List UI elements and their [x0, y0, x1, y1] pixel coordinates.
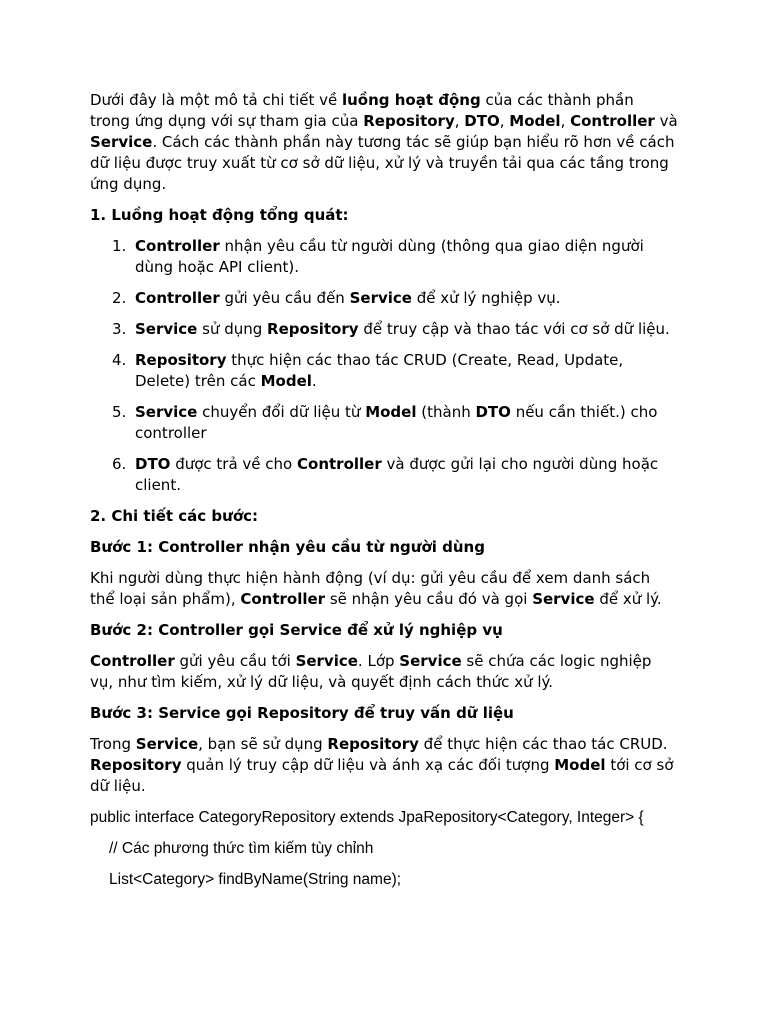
list-item	[90, 402, 678, 444]
step-text: tới cơ sở dữ liệu.	[90, 756, 674, 795]
step-heading: Bước 2: Controller gọi Service để xử lý nghiệp vụ	[90, 621, 503, 639]
intro-text: của các thành phần trong ứng dụng với sự tham gia của	[90, 91, 634, 130]
intro-text: ,	[499, 112, 510, 130]
list-bold: Model	[365, 403, 417, 421]
list-item	[90, 319, 678, 340]
intro-bold: DTO	[464, 112, 500, 130]
list-item	[90, 350, 678, 392]
step-text: Trong	[90, 735, 136, 753]
list-bold: Controller	[135, 237, 220, 255]
list-text: và được gửi lại cho người dùng hoặc client.	[135, 455, 659, 494]
list-text: để truy cập và thao tác với cơ sở dữ liệu.	[358, 320, 670, 338]
step-bold: Service	[295, 652, 358, 670]
step-text: , bạn sẽ sử dụng	[198, 735, 328, 753]
step-text: gửi yêu cầu tới	[174, 652, 296, 670]
list-bold: Controller	[297, 455, 382, 473]
intro-text: ,	[560, 112, 571, 130]
step-bold: Service	[135, 735, 199, 753]
list-text: để xử lý nghiệp vụ.	[411, 289, 561, 307]
section-heading: 2. Chi tiết các bước:	[90, 507, 259, 525]
list-number: 3.	[112, 320, 127, 338]
step-bold: Model	[554, 756, 606, 774]
list-item	[90, 236, 678, 278]
step-bold: Controller	[90, 652, 175, 670]
list-bold: Repository	[135, 351, 227, 369]
list-text: được trả về cho	[170, 455, 298, 473]
list-number: 5.	[112, 403, 127, 421]
list-text: gửi yêu cầu đến	[219, 289, 350, 307]
step-bold: Controller	[240, 590, 326, 608]
list-text: .	[311, 372, 317, 390]
step-paragraph	[90, 651, 678, 693]
step-heading: Bước 1: Controller nhận yêu cầu từ người dùng	[90, 538, 485, 556]
step-bold: Repository	[327, 735, 419, 753]
code-comment: // Các phương thức tìm kiếm tùy chỉnh	[109, 840, 374, 857]
section-heading: 1. Luồng hoạt động tổng quát:	[90, 206, 349, 224]
step-text: Khi người dùng thực hiện hành động (ví dụ: gửi yêu cầu để xem danh sách thể loại sản phẩm),	[90, 569, 651, 608]
list-text: chuyển đổi dữ liệu từ	[197, 403, 366, 421]
intro-bold: Repository	[363, 112, 455, 130]
intro-text: ,	[454, 112, 465, 130]
list-item	[90, 288, 678, 309]
list-text: thực hiện các thao tác CRUD (Create, Read, Update, Delete) trên các	[135, 351, 624, 390]
list-bold: DTO	[475, 403, 511, 421]
list-bold: Service	[135, 403, 198, 421]
intro-paragraph	[90, 90, 678, 195]
list-number: 1.	[112, 237, 127, 255]
list-number: 4.	[112, 351, 127, 369]
step-heading: Bước 3: Service gọi Repository để truy vấn dữ liệu	[90, 704, 514, 722]
list-item	[90, 454, 678, 496]
step-bold: Service	[399, 652, 462, 670]
list-text: nếu cần thiết.) cho controller	[135, 403, 658, 442]
step-bold: Repository	[90, 756, 182, 774]
list-bold: DTO	[135, 455, 171, 473]
intro-bold: Model	[509, 112, 561, 130]
step-paragraph	[90, 734, 678, 797]
list-bold: Service	[135, 320, 198, 338]
intro-text: . Cách các thành phần này tương tác sẽ giúp bạn hiểu rõ hơn về cách dữ liệu được truy xuất từ cơ sở dữ liệu, xử lý và truyền tải qua các tầng trong ứng dụng.	[90, 133, 675, 193]
flow-list	[90, 236, 678, 496]
list-bold: Repository	[267, 320, 359, 338]
intro-text: Dưới đây là một mô tả chi tiết về	[90, 91, 342, 109]
list-bold: Model	[260, 372, 312, 390]
list-number: 6.	[112, 455, 127, 473]
list-text: nhận yêu cầu từ người dùng (thông qua giao diện người dùng hoặc API client).	[135, 237, 644, 276]
code-line: List<Category> findByName(String name);	[109, 871, 402, 888]
intro-text: và	[654, 112, 678, 130]
step-text: để thực hiện các thao tác CRUD.	[418, 735, 668, 753]
step-text: sẽ chứa các logic nghiệp vụ, như tìm kiếm, xử lý dữ liệu, và quyết định cách thức xử lý.	[90, 652, 652, 691]
code-line: public interface CategoryRepository extends JpaRepository<Category, Integer> {	[90, 809, 644, 826]
list-text: sử dụng	[197, 320, 268, 338]
list-bold: Service	[349, 289, 412, 307]
list-number: 2.	[112, 289, 127, 307]
step-text: sẽ nhận yêu cầu đó và gọi	[325, 590, 533, 608]
list-bold: Controller	[135, 289, 220, 307]
list-text: (thành	[416, 403, 476, 421]
step-bold: Service	[532, 590, 595, 608]
step-text: quản lý truy cập dữ liệu và ánh xạ các đối tượng	[181, 756, 555, 774]
step-text: . Lớp	[357, 652, 400, 670]
step-paragraph	[90, 568, 678, 610]
intro-bold: Controller	[570, 112, 655, 130]
intro-bold: luồng hoạt động	[341, 91, 481, 109]
step-text: để xử lý.	[594, 590, 662, 608]
intro-bold: Service	[90, 133, 153, 151]
